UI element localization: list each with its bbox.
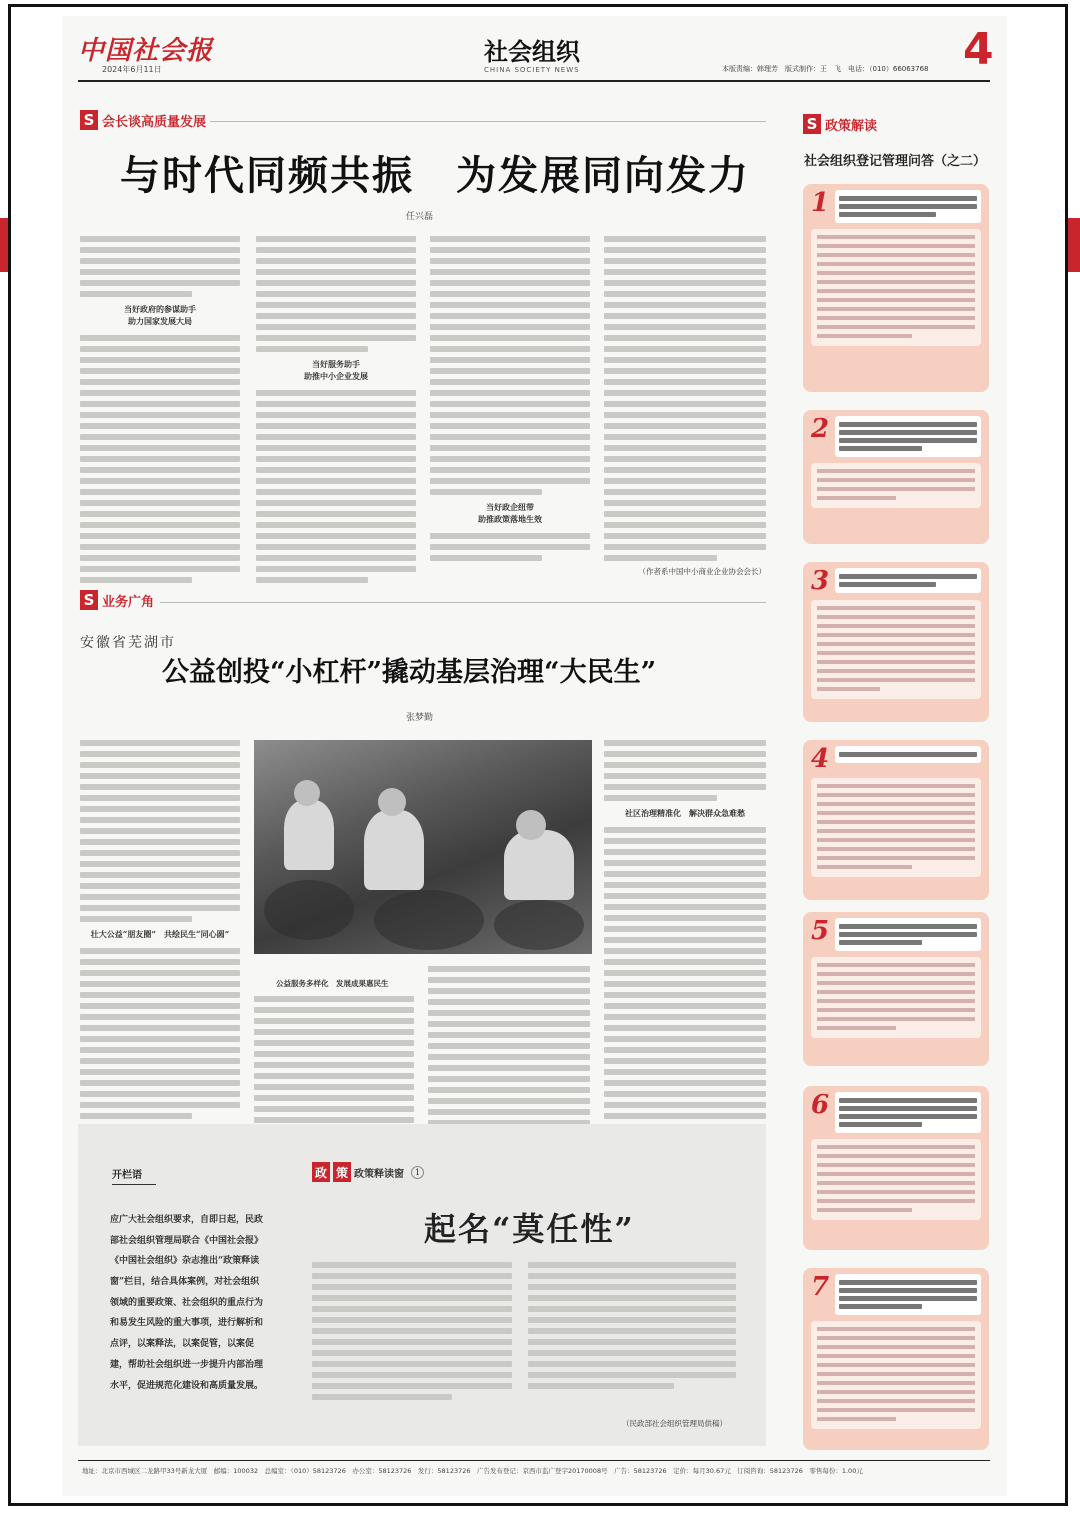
question-number: 4	[811, 744, 830, 774]
newspaper-logo: 中国社会报	[78, 36, 214, 66]
question-number: 1	[811, 188, 830, 218]
question-text	[835, 918, 981, 951]
question-number: 5	[811, 916, 830, 946]
sidebar-title: 社会组织登记管理问答（之二）	[804, 154, 987, 169]
second-story-column-4	[604, 740, 766, 1146]
footer-rule	[78, 1460, 990, 1461]
question-text	[835, 1092, 981, 1133]
second-story-kicker: 安徽省芜湖市	[80, 635, 176, 651]
policy-article-credit: （民政部社会组织管理局供稿）	[622, 1419, 727, 1428]
lead-story-subhead-2: 当好服务助手 助推中小企业发展	[304, 359, 368, 381]
lead-story-subhead-1: 当好政府的参谋助手 助力国家发展大局	[124, 304, 196, 326]
column-intro-label: 开栏语	[112, 1170, 142, 1181]
s-logo-icon: S	[80, 590, 98, 610]
masthead-rule	[78, 80, 990, 82]
question-number: 7	[811, 1272, 830, 1302]
second-story-headline: 公益创投“小杠杆”撬动基层治理“大民生”	[162, 657, 657, 688]
second-story-column-1	[80, 740, 240, 1124]
answer-text	[811, 957, 981, 1038]
qa-card-4	[803, 740, 989, 900]
question-text	[835, 568, 981, 593]
s-logo-icon: S	[803, 114, 821, 134]
lead-story-byline: 任兴磊	[406, 212, 434, 222]
section-title: 社会组织	[484, 37, 580, 66]
divider	[160, 602, 766, 603]
question-text	[835, 746, 981, 763]
answer-text	[811, 600, 981, 699]
lead-story-tag	[80, 110, 206, 130]
answer-text	[811, 463, 981, 508]
answer-text	[811, 1139, 981, 1220]
lead-story-headline: 与时代同频共振 为发展同向发力	[120, 153, 750, 199]
policy-article-column-1	[312, 1262, 512, 1405]
second-story-tag	[80, 590, 154, 610]
section-title-en: CHINA SOCIETY NEWS	[484, 66, 580, 74]
sidebar-tag	[803, 114, 877, 134]
column-issue-number: 1	[411, 1166, 424, 1179]
question-number: 3	[811, 566, 830, 596]
footer-info: 地址：北京市西城区二龙路甲33号新龙大厦 邮编：100032 总编室：（010）58123726 办公室：58123726 发行：58123726 广告发布登记：京西市监广登字20170008号 广告：58123726 定价：每月30.67元 订阅咨询：58123726 零售每份：1.00元	[82, 1467, 863, 1475]
s-logo-icon: S	[80, 110, 98, 130]
lead-story-column-3	[430, 236, 590, 566]
second-story-subhead-right: 社区治理精准化 解决群众急难愁	[625, 808, 745, 818]
question-text	[835, 416, 981, 457]
answer-text	[811, 1321, 981, 1429]
logo-glyph: 策	[333, 1162, 351, 1182]
lead-story-subhead-3: 当好政企纽带 助推政策落地生效	[478, 502, 542, 524]
issue-date: 2024年6月11日	[102, 65, 162, 74]
question-text	[835, 1274, 981, 1315]
answer-text	[811, 229, 981, 346]
second-story-subhead-mid: 公益服务多样化 发展成果惠民生	[276, 979, 389, 988]
lead-story-column-4	[604, 236, 766, 577]
news-photo	[254, 740, 592, 954]
lead-story-column-2	[256, 236, 416, 588]
page-number: 4	[963, 24, 994, 75]
policy-column-logo-text: 政策释读窗	[354, 1168, 404, 1180]
qa-card-7	[803, 1268, 989, 1450]
logo-glyph: 政	[312, 1162, 330, 1182]
qa-card-1	[803, 184, 989, 392]
policy-article-title: 起名“莫任性”	[424, 1210, 635, 1248]
policy-column-logo	[312, 1162, 424, 1182]
policy-article-column-2	[528, 1262, 736, 1394]
question-number: 6	[811, 1090, 830, 1120]
lead-story-credit: （作者系中国中小商业企业协会会长）	[638, 567, 766, 576]
question-number: 2	[811, 414, 830, 444]
qa-card-2	[803, 410, 989, 544]
column-intro-text: 应广大社会组织要求，自即日起，民政部社会组织管理局联合《中国社会报》《中国社会组织》杂志推出“政策释读窗”栏目，结合具体案例，对社会组织领域的重要政策、社会组织的重点行为和易发生风险的重大事项，进行解析和点评，以案释法，以案促管，以案促建，帮助社会组织进一步提升内部治理水平，促进规范化建设和高质量发展。	[110, 1215, 264, 1391]
qa-card-6	[803, 1086, 989, 1250]
divider	[210, 121, 766, 122]
answer-text	[811, 778, 981, 877]
second-story-tag-label: 业务广角	[102, 594, 155, 610]
second-story-byline: 张梦勤	[406, 713, 434, 723]
editor-info: 本版责编：韩理芳 版式制作：王 飞 电话：（010）66063768	[722, 65, 929, 73]
sidebar-tag-label: 政策解读	[825, 118, 878, 134]
lead-story-column-1	[80, 236, 240, 588]
qa-card-3	[803, 562, 989, 722]
photo-caption: 壮大公益“朋友圈” 共绘民生“同心圆”	[90, 929, 230, 939]
divider	[112, 1184, 156, 1185]
lead-story-tag-label: 会长谈高质量发展	[102, 114, 207, 130]
question-text	[835, 190, 981, 223]
qa-card-5	[803, 912, 989, 1066]
